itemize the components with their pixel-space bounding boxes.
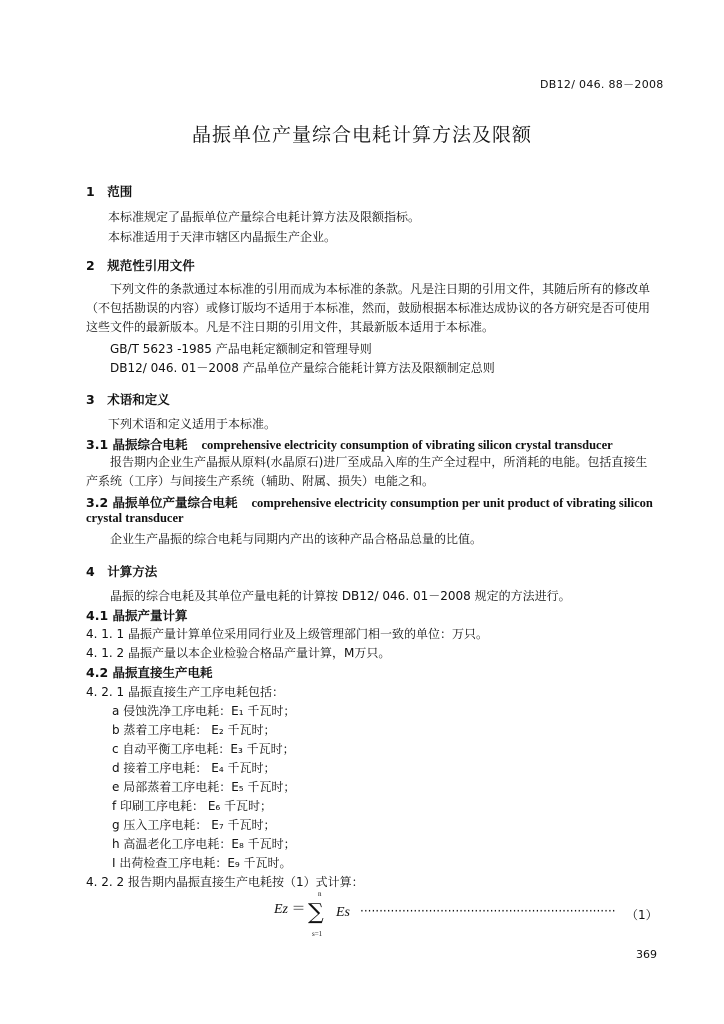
document-title: 晶振单位产量综合电耗计算方法及限额: [191, 124, 532, 146]
clause-4-2-2: 4. 2. 2 报告期内晶振直接生产电耗按（1）式计算：: [86, 875, 364, 889]
formula-term: Es: [336, 905, 350, 920]
section-2-paragraph: 下列文件的条款通过本标准的引用而成为本标准的条款。凡是注日期的引用文件，其随后所有的修改单（不包括勘误的内容）或修订版均不适用于本标准，然而，鼓励根据本标准达成协议的各方研究是否可使用这些文件的最新版本。凡是不注日期的引用文件，其最新版本适用于本标准。: [86, 282, 651, 334]
subsection-4-1: 4.1 晶振产量计算: [86, 608, 188, 623]
term-3-1-definition: 报告期内企业生产晶振从原料(水晶原石)进厂至成品入库的生产全过程中，所消耗的电能。包括直接生产系统（工序）与间接生产系统（辅助、附属、损失）电能之和。: [86, 455, 648, 488]
formula-lhs: Ez: [274, 902, 288, 917]
subsection-4-2: 4.2 晶振直接生产电耗: [86, 665, 213, 680]
formula-leader-dots: ···································································: [360, 904, 616, 918]
list-item: c 自动平衡工序电耗：E₃ 千瓦时；: [112, 742, 295, 756]
section-2-heading: 2 规范性引用文件: [86, 258, 195, 273]
section-1-heading: 1 范围: [86, 184, 133, 199]
term-3-1-en: comprehensive electricity consumption of vibrating silicon crystal transducer: [201, 438, 613, 452]
list-item: I 出荷检查工序电耗：E₉ 千瓦时。: [112, 856, 292, 870]
list-item: a 侵蚀洗净工序电耗：E₁ 千瓦时；: [112, 704, 296, 718]
clause-4-2-1: 4. 2. 1 晶振直接生产工序电耗包括：: [86, 685, 284, 699]
formula-sum-upper: n: [318, 890, 322, 898]
list-item: f 印刷工序电耗： E₆ 千瓦时；: [112, 799, 273, 813]
term-3-1: [86, 434, 613, 453]
section-4-heading: 4 计算方法: [86, 564, 158, 579]
section-3-heading: 3 术语和定义: [86, 392, 170, 407]
reference-1: GB/T 5623 -1985 产品电耗定额制定和管理导则: [110, 342, 372, 356]
clause-4-1-1: 4. 1. 1 晶振产量计算单位采用同行业及上级管理部门相一致的单位：万只。: [86, 627, 488, 641]
section-4-intro: 晶振的综合电耗及其单位产量电耗的计算按 DB12/ 046. 01－2008 规定的方法进行。: [110, 589, 571, 603]
clause-4-1-2: 4. 1. 2 晶振产量以本企业检验合格品产量计算，M万只。: [86, 646, 391, 660]
list-item: d 接着工序电耗： E₄ 千瓦时；: [112, 761, 276, 775]
list-item: e 局部蒸着工序电耗：E₅ 千瓦时；: [112, 780, 296, 794]
list-item: g 压入工序电耗： E₇ 千瓦时；: [112, 818, 276, 832]
formula-equals: ＝: [291, 902, 306, 917]
standard-code: DB12/ 046. 88－2008: [540, 78, 664, 91]
formula-sigma: ∑: [308, 900, 324, 925]
section-1-line-2: 本标准适用于天津市辖区内晶振生产企业。: [108, 230, 337, 244]
term-3-2: [86, 492, 653, 511]
formula-sum-lower: s=1: [312, 930, 323, 938]
term-3-2-cn: 3.2 晶振单位产量综合电耗: [86, 495, 238, 510]
term-3-1-cn: 3.1 晶振综合电耗: [86, 437, 188, 452]
reference-2: DB12/ 046. 01－2008 产品单位产量综合能耗计算方法及限额制定总则: [110, 361, 495, 375]
formula-number: （1）: [626, 908, 658, 922]
list-item: b 蒸着工序电耗： E₂ 千瓦时；: [112, 723, 276, 737]
section-3-intro: 下列术语和定义适用于本标准。: [108, 417, 277, 431]
formula-1: [274, 898, 306, 918]
term-3-2-definition: 企业生产晶振的综合电耗与同期内产出的该种产品合格品总量的比值。: [110, 532, 483, 546]
term-3-2-en-cont: crystal transducer: [86, 511, 184, 525]
term-3-2-en: comprehensive electricity consumption per unit product of vibrating silicon: [251, 496, 653, 510]
section-1-line-1: 本标准规定了晶振单位产量综合电耗计算方法及限额指标。: [108, 210, 421, 224]
list-item: h 高温老化工序电耗：E₈ 千瓦时；: [112, 837, 296, 851]
page-number: 369: [636, 948, 657, 961]
